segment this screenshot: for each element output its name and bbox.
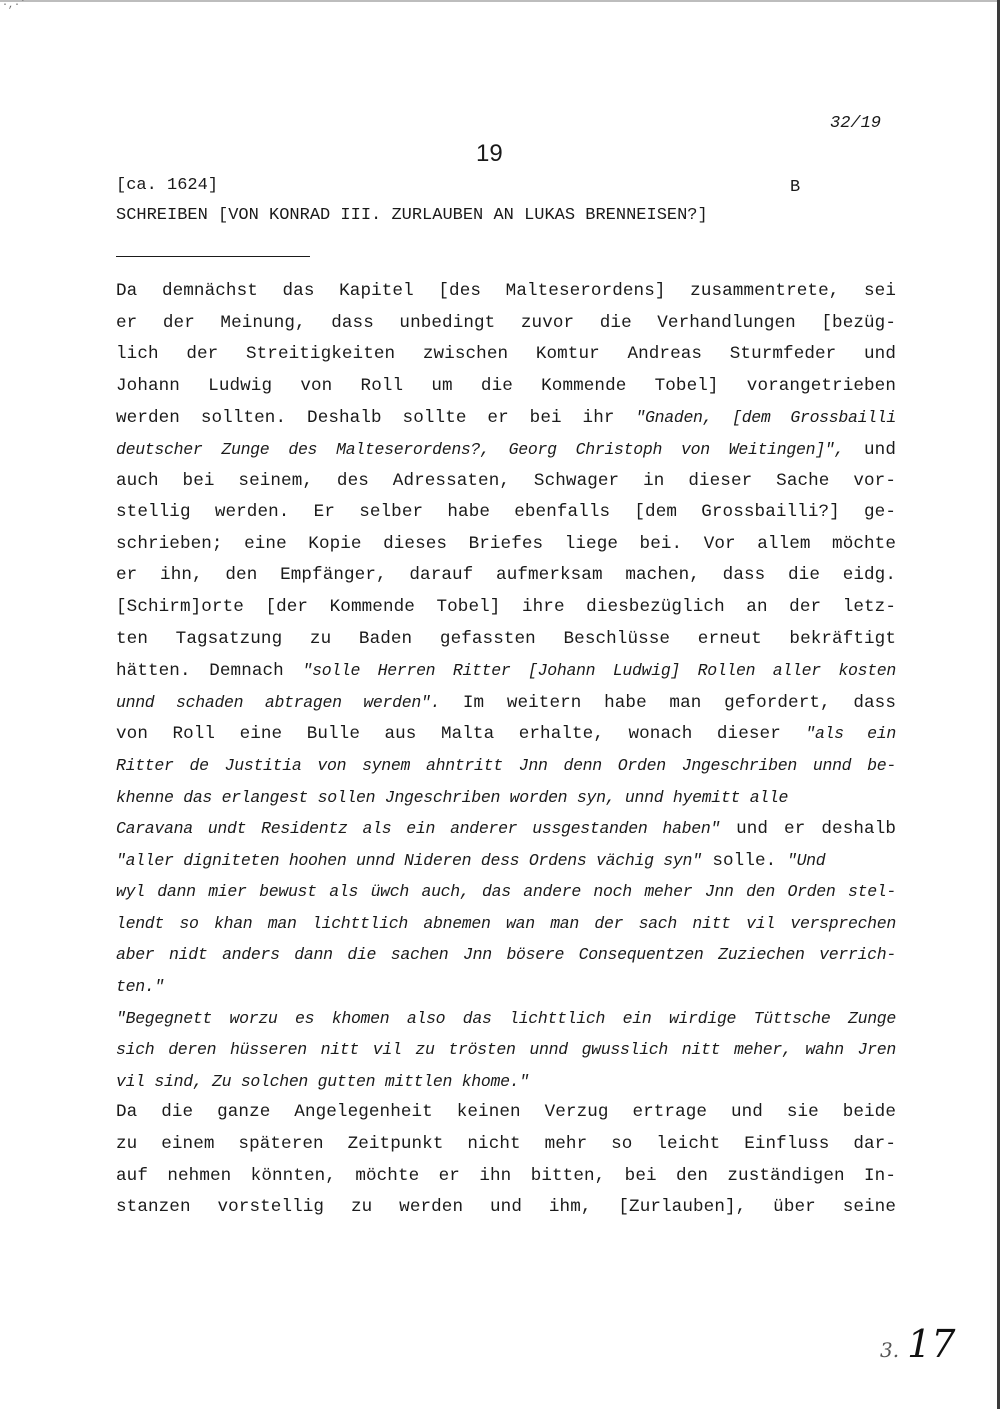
body-line [116,813,896,845]
body-line: stanzen vorstellig zu werden und ihm, [Zurlauben], über seine [116,1197,896,1218]
quote-segment: "als ein [805,724,896,744]
quote-line: aber nidt anders dann die sachen Jnn bösere Consequentzen Zuziechen verrich- [116,945,896,965]
body-line: [Schirm]orte [der Kommende Tobel] ihre diesbezüglich an der letz- [116,596,896,617]
body-line [116,655,896,687]
quote-segment: "Gnaden, [dem Grossbailli [635,408,896,428]
body-line: er der Meinung, dass unbedingt zuvor die Verhandlungen [bezüg- [116,312,896,333]
body-text-segment: werden sollten. Deshalb sollte er bei ihr [116,408,636,429]
quote-segment: "solle Herren Ritter [Johann Ludwig] Rollen aller kosten [302,661,896,681]
body-line: Da die ganze Angelegenheit keinen Verzug ertrage und sie beide [116,1102,896,1123]
quote-line: wyl dann mier bewust als üwch auch, das andere noch meher Jnn den Orden stel- [116,882,896,902]
body-line: lich der Streitigkeiten zwischen Komtur Andreas Sturmfeder und [116,344,896,365]
body-line: Johann Ludwig von Roll um die Kommende Tobel] vorangetrieben [116,375,896,396]
quote-line: vil sind, Zu solchen gutten mittlen khome." [116,1071,529,1091]
regest-body [116,276,896,1224]
body-text-segment: von Roll eine Bulle aus Malta erhalte, wonach dieser [116,724,806,745]
quote-segment: Caravana undt Residentz als ein anderer ussgestanden haben" [116,819,721,839]
body-line: schrieben; eine Kopie dieses Briefes liege bei. Vor allem möchte [116,533,896,554]
document-title: SCHREIBEN [VON KONRAD III. ZURLAUBEN AN LUKAS BRENNEISEN?] [116,206,708,225]
corner-scan-mark: ·,·´ [2,0,27,11]
body-text-segment: und [844,439,897,460]
body-text-segment: Im weitern habe man gefordert, dass [440,692,896,713]
body-line: er ihn, den Empfänger, darauf aufmerksam machen, dass die eidg. [116,565,896,586]
quote-line: ten." [116,977,165,997]
body-line: ten Tagsatzung zu Baden gefassten Beschlüsse erneut bekräftigt [116,628,896,649]
body-text-segment: solle. [701,850,787,871]
quote-segment: deutscher Zunge des Malteserordens?, Georg Christoph von Weitingen]", [116,439,845,459]
body-line: Da demnächst das Kapitel [des Malteserordens] zusammentrete, sei [116,281,896,301]
body-line [116,718,896,750]
quote-line: "Begegnett worzu es khomen also das lichttlich ein wirdige Tüttsche Zunge [116,1008,896,1028]
folio-number: 17 [907,1322,956,1366]
title-underline [116,256,310,257]
archive-page-reference: 32/19 [830,114,882,133]
body-line: auch bei seinem, des Adressaten, Schwager in dieser Sache vor- [116,470,896,491]
quote-segment: unnd schaden abtragen werden". [116,692,441,712]
body-text-segment: und er deshalb [720,819,897,840]
body-line [116,434,896,466]
body-line: stellig werden. Er selber habe ebenfalls [dem Grossbailli?] ge- [116,502,896,523]
quote-segment: "Und [786,850,826,870]
quote-segment: "aller digniteten hoohen unnd Nideren dess Ordens vächig syn" [116,850,702,870]
body-text-segment: hätten. Demnach [116,661,303,682]
quote-line: sich deren hüsseren nitt vil zu trösten unnd gwusslich nitt meher, wahn Jren [116,1040,896,1060]
quote-line: Ritter de Justitia von synem ahntritt Jnn denn Orden Jngeschriben unnd be- [116,755,896,775]
quote-line: lendt so khan man lichttlich abnemen wan man der sach nitt vil versprechen [116,913,896,933]
scan-top-edge [0,0,1000,2]
page-number: 19 [476,140,503,167]
quote-line: khenne das erlangest sollen Jngeschriben worden syn, unnd hyemitt alle [116,787,789,807]
body-line: auf nehmen könnten, möchte er ihn bitten, bei den zuständigen In- [116,1165,896,1186]
body-line [116,845,896,877]
handwritten-folio-mark [880,1322,955,1366]
document-date: [ca. 1624] [116,176,219,195]
folio-prefix: 3. [880,1338,900,1362]
body-line: zu einem späteren Zeitpunkt nicht mehr so leicht Einfluss dar- [116,1134,896,1155]
body-line [116,687,896,719]
body-line [116,402,896,434]
document-class-letter: B [790,178,801,197]
